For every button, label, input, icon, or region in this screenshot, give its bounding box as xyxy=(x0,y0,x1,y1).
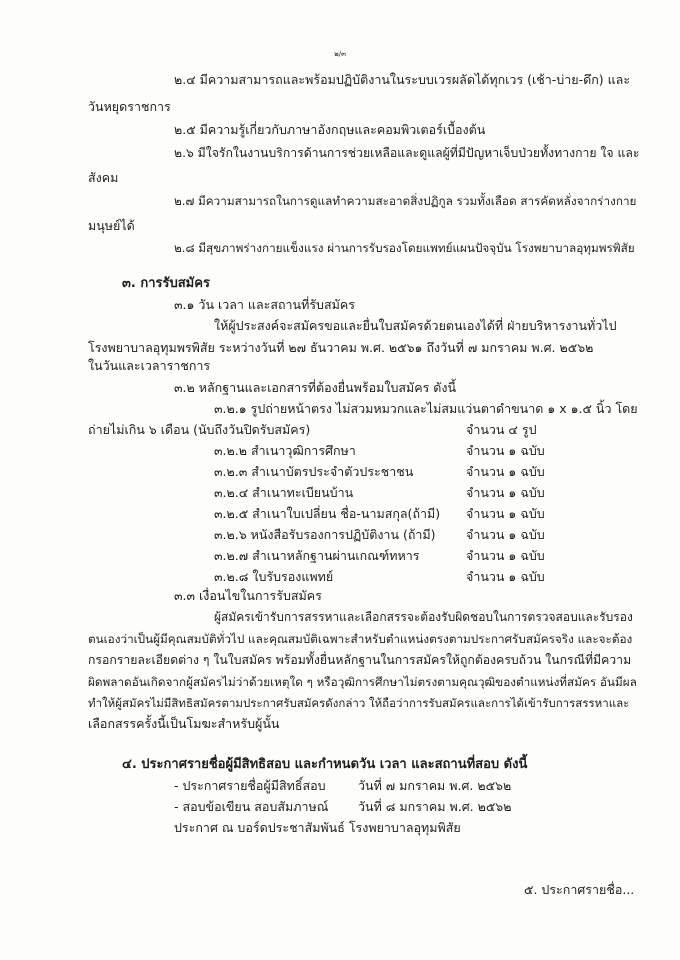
section-3-1-para-line-3: ในวันและเวลาราชการ xyxy=(88,358,211,373)
section-3-heading: ๓. การรับสมัคร xyxy=(122,276,210,291)
section-3-1-para-line-2: โรงพยาบาลอุทุมพรพิสัย ระหว่างวันที่ ๒๗ ธันวาคม พ.ศ. ๒๕๖๑ ถึงวันที่ ๗ มกราคม พ.ศ. ๒๕๖๒ xyxy=(88,340,594,355)
item-2-5: ๒.๕ มีความรู้เกี่ยวกับภาษาอังกฤษและคอมพิวเตอร์เบื้องต้น xyxy=(174,122,486,137)
conditions-line: ทำให้ผู้สมัครไม่มีสิทธิสมัครตามประกาศรับสมัครดังกล่าว ให้ถือว่าการรับสมัครและการได้เข้ารับการสรรหาและ xyxy=(88,696,630,710)
item-2-4-line-2: วันหยุดราชการ xyxy=(88,99,171,114)
doc-quantity: จำนวน ๑ ฉบับ xyxy=(466,527,545,542)
doc-quantity: จำนวน ๑ ฉบับ xyxy=(466,506,545,521)
doc-quantity: จำนวน ๑ ฉบับ xyxy=(466,464,545,479)
section-3-1-para-line-1: ให้ผู้ประสงค์จะสมัครขอและยื่นใบสมัครด้วยตนเองได้ที่ ฝ่ายบริหารงานทั่วไป xyxy=(214,318,617,333)
item-2-7-line-2: มนุษย์ได้ xyxy=(88,218,135,233)
doc-item: ๓.๒.๔ สำเนาทะเบียนบ้าน xyxy=(214,485,354,500)
doc-item: ๓.๒.๓ สำเนาบัตรประจำตัวประชาชน xyxy=(214,464,414,479)
item-2-4-line-1: ๒.๔ มีความสามารถและพร้อมปฏิบัติงานในระบบเวรผลัดได้ทุกเวร (เช้า-บ่าย-ดึก) และ xyxy=(174,72,631,87)
schedule-date: วันที่ ๗ มกราคม พ.ศ. ๒๕๖๒ xyxy=(358,778,512,793)
doc-quantity: จำนวน ๑ ฉบับ xyxy=(466,485,545,500)
section-4-heading: ๔. ประกาศรายชื่อผู้มีสิทธิสอบ และกำหนดวัน เวลา และสถานที่สอบ ดังนี้ xyxy=(122,757,528,772)
doc-quantity: จำนวน ๑ ฉบับ xyxy=(466,443,545,458)
schedule-date: วันที่ ๘ มกราคม พ.ศ. ๒๕๖๒ xyxy=(358,799,512,814)
doc-3-2-1-line-2: ถ่ายไม่เกิน ๖ เดือน (นับถึงวันปิดรับสมัคร) xyxy=(88,422,311,437)
doc-item: ๓.๒.๗ สำเนาหลักฐานผ่านเกณฑ์ทหาร xyxy=(214,548,420,563)
conditions-line: กรอกรายละเอียดต่าง ๆ ในใบสมัคร พร้อมทั้งยื่นหลักฐานในการสมัครให้ถูกต้องครบถ้วน ในกรณีที่มีความ xyxy=(88,653,632,667)
doc-quantity: จำนวน ๑ ฉบับ xyxy=(466,569,545,584)
conditions-line: ตนเองว่าเป็นผู้มีคุณสมบัติทั่วไป และคุณสมบัติเฉพาะสำหรับตำแหน่งตรงตามประกาศรับสมัครจริง และจะต้อง xyxy=(88,632,633,646)
item-2-6-line-1: ๒.๖ มีใจรักในงานบริการด้านการช่วยเหลือและดูแลผู้ที่มีปัญหาเจ็บป่วยทั้งทางกาย ใจ และ xyxy=(174,146,640,160)
section-3-2-heading: ๓.๒ หลักฐานและเอกสารที่ต้องยื่นพร้อมใบสมัคร ดังนี้ xyxy=(174,380,457,395)
doc-item: ๓.๒.๖ หนังสือรับรองการปฏิบัติงาน (ถ้ามี) xyxy=(214,527,436,542)
continuation-text: ๕. ประกาศรายชื่อ... xyxy=(524,882,635,897)
page-number: ๒/๓ xyxy=(334,50,346,58)
conditions-line: ผู้สมัครเข้ารับการสรรหาและเลือกสรรจะต้องรับผิดชอบในการตรวจสอบและรับรอง xyxy=(214,610,633,624)
item-2-8: ๒.๘ มีสุขภาพร่างกายแข็งแรง ผ่านการรับรองโดยแพทย์แผนปัจจุบัน โรงพยาบาลอุทุมพรพิสัย xyxy=(174,241,635,255)
item-2-6-line-2: สังคม xyxy=(88,170,119,185)
doc-item: ๓.๒.๒ สำเนาวุฒิการศึกษา xyxy=(214,443,356,458)
doc-3-2-1-line-1: ๓.๒.๑ รูปถ่ายหน้าตรง ไม่สวมหมวกและไม่สมแว่นตาดำขนาด ๑ x ๑.๕ นิ้ว โดย xyxy=(214,401,638,416)
conditions-line: ผิดพลาดอันเกิดจากผู้สมัครไม่ว่าด้วยเหตุใด ๆ หรือวุฒิการศึกษาไม่ตรงตามคุณวุฒิของตำแหน่งที่สมัคร อันมีผล xyxy=(88,675,637,689)
schedule-label: - สอบข้อเขียน สอบสัมภาษณ์ xyxy=(174,799,329,814)
doc-item: ๓.๒.๘ ใบรับรองแพทย์ xyxy=(214,569,334,584)
section-3-1-heading: ๓.๑ วัน เวลา และสถานที่รับสมัคร xyxy=(174,297,355,312)
schedule-label: - ประกาศรายชื่อผู้มีสิทธิ์สอบ xyxy=(174,778,326,793)
section-3-3-heading: ๓.๓ เงื่อนไขในการรับสมัคร xyxy=(174,588,322,603)
doc-item: ๓.๒.๕ สำเนาใบเปลี่ยน ชื่อ-นามสกุล(ถ้ามี) xyxy=(214,506,441,521)
doc-3-2-1-quantity: จำนวน ๔ รูป xyxy=(466,422,537,437)
doc-quantity: จำนวน ๑ ฉบับ xyxy=(466,548,545,563)
venue-line: ประกาศ ณ บอร์ดประชาสัมพันธ์ โรงพยาบาลอุทุมพิสัย xyxy=(174,820,461,835)
conditions-line: เลือกสรรครั้งนี้เป็นโมฆะสำหรับผู้นั้น xyxy=(88,716,280,731)
item-2-7-line-1: ๒.๗ มีความสามารถในการดูแลทำความสะอาดสิ่งปฏิกูล รวมทั้งเลือด สารคัดหลั่งจากร่างกาย xyxy=(174,194,637,208)
